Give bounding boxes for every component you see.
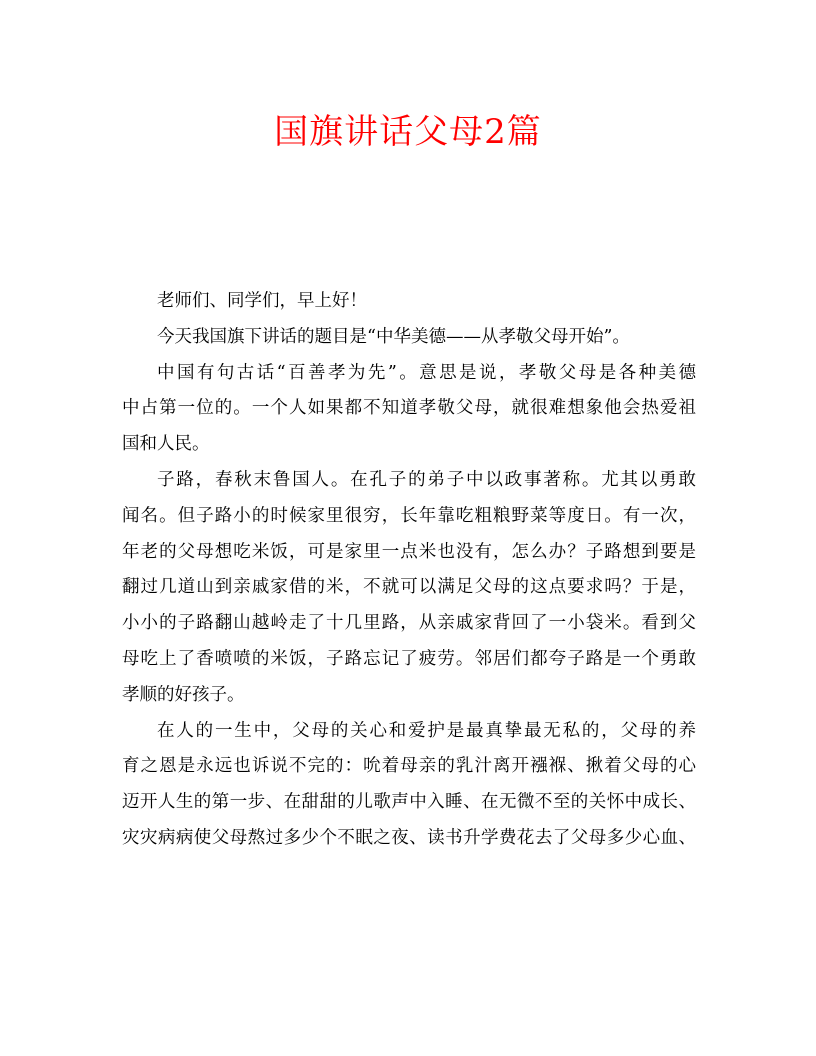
paragraph-proverb <box>122 356 696 463</box>
text-line: 母吃上了香喷喷的米饭，子路忘记了疲劳。邻居们都夸子路是一个勇敢 <box>122 648 696 669</box>
text-line: 中国有句古话“百善孝为先”。意思是说，孝敬父母是各种美德 <box>157 362 696 383</box>
text-line: 今天我国旗下讲话的题目是“中华美德——从孝敬父母开始”。 <box>157 326 630 347</box>
paragraph-greeting <box>122 284 696 320</box>
document-body <box>122 284 696 857</box>
text-line: 迈开人生的第一步、在甜甜的儿歌声中入睡、在无微不至的关怀中成长、 <box>122 792 696 813</box>
text-line: 灾灾病病使父母熬过多少个不眠之夜、读书升学费花去了父母多少心血、 <box>122 827 696 848</box>
paragraph-zilu-story <box>122 463 696 714</box>
text-line: 老师们、同学们，早上好！ <box>157 291 367 311</box>
text-line: 国和人民。 <box>122 434 210 455</box>
text-line: 孝顺的好孩子。 <box>122 684 245 705</box>
text-line: 育之恩是永远也诉说不完的：吮着母亲的乳汁离开襁褓、揪着父母的心 <box>122 756 696 777</box>
text-line: 年老的父母想吃米饭，可是家里一点米也没有，怎么办？子路想到要是 <box>122 541 696 562</box>
text-line: 闻名。但子路小的时候家里很穷，长年靠吃粗粮野菜等度日。有一次， <box>122 505 696 526</box>
text-line: 小小的子路翻山越岭走了十几里路，从亲戚家背回了一小袋米。看到父 <box>122 613 696 634</box>
paragraph-parents-love <box>122 714 696 857</box>
text-line: 翻过几道山到亲戚家借的米，不就可以满足父母的这点要求吗？于是， <box>122 577 696 598</box>
text-line: 在人的一生中，父母的关心和爱护是最真挚最无私的，父母的养 <box>157 720 696 741</box>
document-title: 国旗讲话父母2篇 <box>274 112 542 152</box>
text-line: 子路，春秋末鲁国人。在孔子的弟子中以政事著称。尤其以勇敢 <box>157 469 696 490</box>
paragraph-topic <box>122 320 696 356</box>
text-line: 中占第一位的。一个人如果都不知道孝敬父母，就很难想象他会热爱祖 <box>122 398 696 419</box>
